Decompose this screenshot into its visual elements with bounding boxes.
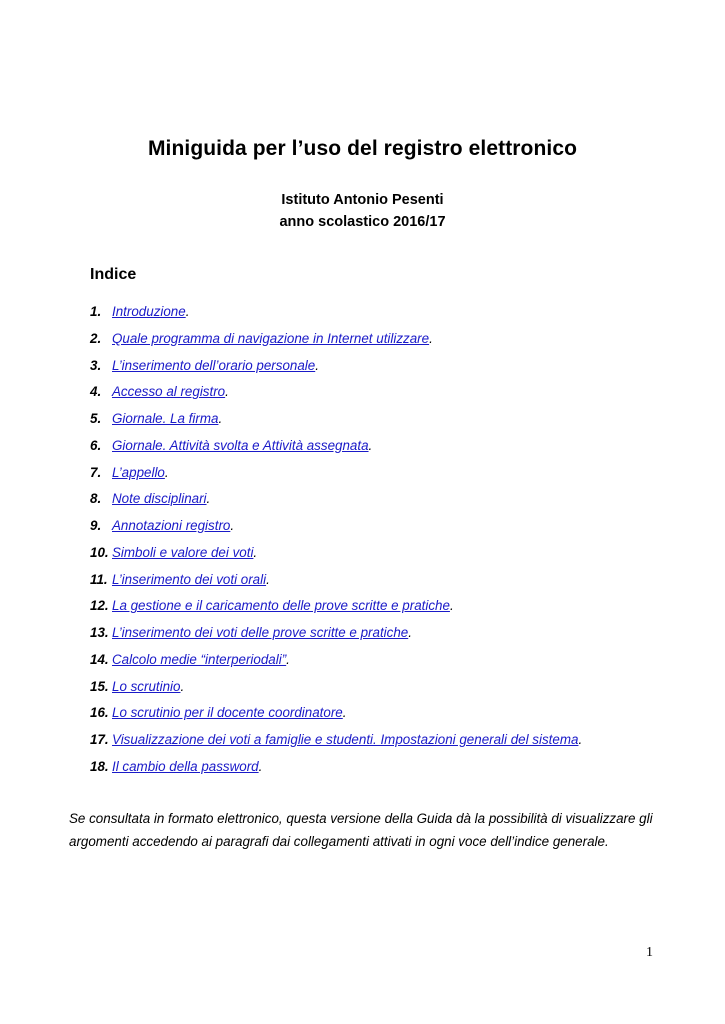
toc-item-number: 14. [90,651,109,667]
document-title: Miniguida per l’uso del registro elettronico [147,137,578,160]
toc-item-number: 10. [90,544,109,560]
toc-item [90,570,582,597]
toc-item [90,623,582,650]
toc-item [90,703,582,730]
toc-item [90,409,582,436]
toc-item [90,730,582,757]
toc-item-terminator: . [180,678,185,694]
institute-name: Istituto Antonio Pesenti [281,192,444,208]
toc-link[interactable]: La gestione e il caricamento delle prove scritte e pratiche [112,598,450,614]
toc-link[interactable]: L’appello [112,464,165,480]
toc-item [90,329,582,356]
toc-item [90,677,582,704]
toc-link[interactable]: Accesso al registro [112,384,226,400]
toc-item-number: 2. [90,330,102,346]
toc-link[interactable]: Il cambio della password [112,758,259,774]
page-number: 1 [646,945,653,960]
table-of-contents [90,302,582,784]
toc-item [90,650,582,677]
toc-item-number: 6. [90,437,102,453]
index-heading: Indice [90,266,137,283]
toc-item-number: 16. [90,705,109,721]
toc-link[interactable]: L’inserimento dei voti orali [112,571,267,587]
toc-item [90,356,582,383]
toc-item [90,596,582,623]
toc-item [90,463,582,490]
toc-item-terminator: . [218,411,223,426]
toc-item-terminator: . [266,571,270,587]
toc-link[interactable]: L’inserimento dei voti delle prove scritte e pratiche [112,625,409,640]
toc-item-terminator: . [258,758,263,774]
toc-item [90,757,582,784]
toc-item-number: 15. [90,678,109,694]
toc-item-number: 18. [90,758,109,774]
toc-item-number: 12. [90,598,109,614]
toc-item-terminator: . [286,651,290,667]
toc-link[interactable]: Calcolo medie “interperiodali” [112,651,287,667]
toc-link[interactable]: Note disciplinari [112,491,207,507]
toc-item-terminator: . [342,705,347,721]
toc-link[interactable]: Giornale. La firma [112,411,219,426]
toc-item-terminator: . [206,491,211,507]
toc-item-number: 1. [90,304,102,319]
toc-link[interactable]: Quale programma di navigazione in Internet utilizzare [112,330,430,346]
toc-item-terminator: . [368,437,373,453]
toc-link[interactable]: Introduzione [112,304,186,319]
toc-item [90,302,582,329]
toc-item-number: 3. [90,357,102,373]
toc-item-terminator: . [230,518,235,533]
toc-link[interactable]: Lo scrutinio per il docente coordinatore [112,705,343,721]
toc-item-number: 7. [90,464,102,480]
toc-link[interactable]: Simboli e valore dei voti [112,544,254,560]
toc-item-terminator: . [449,598,454,614]
toc-item-terminator: . [578,732,583,747]
toc-item-terminator: . [185,304,190,319]
toc-link[interactable]: Annotazioni registro [112,518,231,533]
toc-link[interactable]: Visualizzazione dei voti a famiglie e studenti. Impostazioni generali del sistema [112,732,579,747]
toc-item-terminator: . [253,544,258,560]
toc-item [90,382,582,409]
toc-item-number: 5. [90,411,102,426]
toc-item-number: 17. [90,732,109,747]
usage-note: Se consultata in formato elettronico, questa versione della Guida dà la possibilità di visualizzare gli argomenti accedendo ai paragrafi dai collegamenti attivati in ogni voce dell’indice generale. [69,811,653,849]
toc-item-terminator: . [225,384,229,400]
toc-item-number: 4. [90,384,102,400]
toc-link[interactable]: L’inserimento dell’orario personale [112,357,316,373]
toc-item-terminator: . [315,357,319,373]
toc-item [90,436,582,463]
toc-item-number: 9. [90,518,102,533]
toc-item-number: 8. [90,491,102,507]
toc-item-number: 11. [90,571,108,587]
school-year: anno scolastico 2016/17 [279,214,446,230]
toc-link[interactable]: Lo scrutinio [112,678,181,694]
toc-item-terminator: . [164,464,169,480]
toc-item-terminator: . [429,330,433,346]
toc-item [90,489,582,516]
toc-link[interactable]: Giornale. Attività svolta e Attività assegnata [112,437,369,453]
toc-item-number: 13. [90,625,109,640]
toc-item [90,516,582,543]
toc-item-terminator: . [408,625,412,640]
toc-item [90,543,582,570]
